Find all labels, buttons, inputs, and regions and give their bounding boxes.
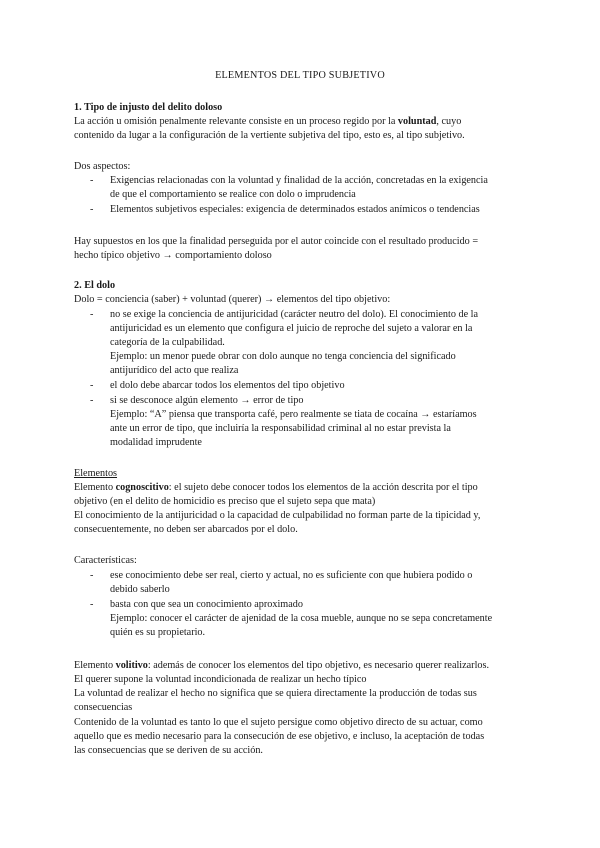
bullet-text: Elementos subjetivos especiales: exigencia de determinados estados anímicos o tendencias [110,204,480,215]
bullet-text: basta con que sea un conocimiento aproximado [110,599,303,610]
page-title: ELEMENTOS DEL TIPO SUBJETIVO [215,70,385,81]
bullet-dash: - [90,175,94,186]
elementos-heading: Elementos [74,468,118,479]
bullet-text: ante un error de tipo, que incluiría la responsabilidad criminal al no estar prevista la [110,423,451,434]
bullet-text: quién es su propietario. [110,627,206,638]
bullet-text: Ejemplo: conocer el carácter de ajenidad de la cosa mueble, aunque no se sepa concretamente [110,613,493,624]
paragraph-line: Características: [74,555,137,566]
paragraph-line: contenido da lugar a la configuración de la vertiente subjetiva del tipo, esto es, al tipo subjetivo. [74,130,465,141]
bullet-dash: - [90,309,94,320]
section-1-heading: 1. Tipo de injusto del delito doloso [74,102,223,113]
paragraph-line: La acción u omisión penalmente relevante consiste en un proceso regido por la voluntad, cuyo [74,116,462,127]
bullet-text: antijurídico del acto que realiza [110,365,239,376]
bullet-text: Ejemplo: un menor puede obrar con dolo aunque no tenga conciencia del significado [110,351,456,362]
paragraph-line: consecuencias [74,702,133,713]
paragraph-line: Dolo = conciencia (saber) + voluntad (querer) → elementos del tipo objetivo: [74,294,391,305]
bullet-text: de que el comportamiento se realice con dolo o imprudencia [110,189,356,200]
paragraph-line: Contenido de la voluntad es tanto lo que el sujeto persigue como objetivo directo de su actuar, como [74,717,483,728]
bullet-text: categoría de la culpabilidad. [110,337,225,348]
bullet-dash: - [90,570,94,581]
paragraph-line: objetivo (en el delito de homicidio es preciso que el sujeto sepa que mata) [74,496,376,507]
paragraph-line: Dos aspectos: [74,161,131,172]
bullet-dash: - [90,599,94,610]
bullet-text: Exigencias relacionadas con la voluntad y finalidad de la acción, concretadas en la exigencia [110,175,488,186]
paragraph-line: El querer supone la voluntad incondicionada de realizar un hecho típico [74,674,367,685]
bullet-text: si se desconoce algún elemento → error de tipo [110,395,304,406]
paragraph-line: El conocimiento de la antijuricidad o la capacidad de culpabilidad no forman parte de la tipicidad y, [74,510,481,521]
bullet-dash: - [90,395,94,406]
paragraph-line: aquello que es medio necesario para la consecución de ese objetivo, e incluso, la aceptación de todas [74,731,485,742]
paragraph-line: consecuentemente, no deben ser abarcados por el dolo. [74,524,298,535]
bullet-text: antijuricidad es un elemento que configura el juicio de reproche del sujeto a valorar en la [110,323,473,334]
bullet-dash: - [90,380,94,391]
paragraph-line: Hay supuestos en los que la finalidad perseguida por el autor coincide con el resultado producido = [74,236,479,247]
bullet-text: debido saberlo [110,584,170,595]
paragraph-line: La voluntad de realizar el hecho no significa que se quiera directamente la producción de todas sus [74,688,477,699]
bullet-text: modalidad imprudente [110,437,202,448]
bullet-text: no se exige la conciencia de antijuricidad (carácter neutro del dolo). El conocimiento de la [110,309,479,320]
bullet-text: el dolo debe abarcar todos los elementos del tipo objetivo [110,380,345,391]
paragraph-line: hecho típico objetivo → comportamiento doloso [74,250,272,261]
paragraph-line: Elemento volitivo: además de conocer los elementos del tipo objetivo, es necesario querer realizarlos. [74,660,490,671]
paragraph-line: Elemento cognoscitivo: el sujeto debe conocer todos los elementos de la acción descrita por el tipo [74,482,478,493]
bullet-text: ese conocimiento debe ser real, cierto y actual, no es suficiente con que hubiera podido o [110,570,473,581]
section-2-heading: 2. El dolo [74,280,116,291]
bullet-text: Ejemplo: “A” piensa que transporta café, pero realmente se tiata de cocaína → estaríamos [110,409,477,420]
bullet-dash: - [90,204,94,215]
paragraph-line: las consecuencias que se deriven de su acción. [74,745,263,756]
